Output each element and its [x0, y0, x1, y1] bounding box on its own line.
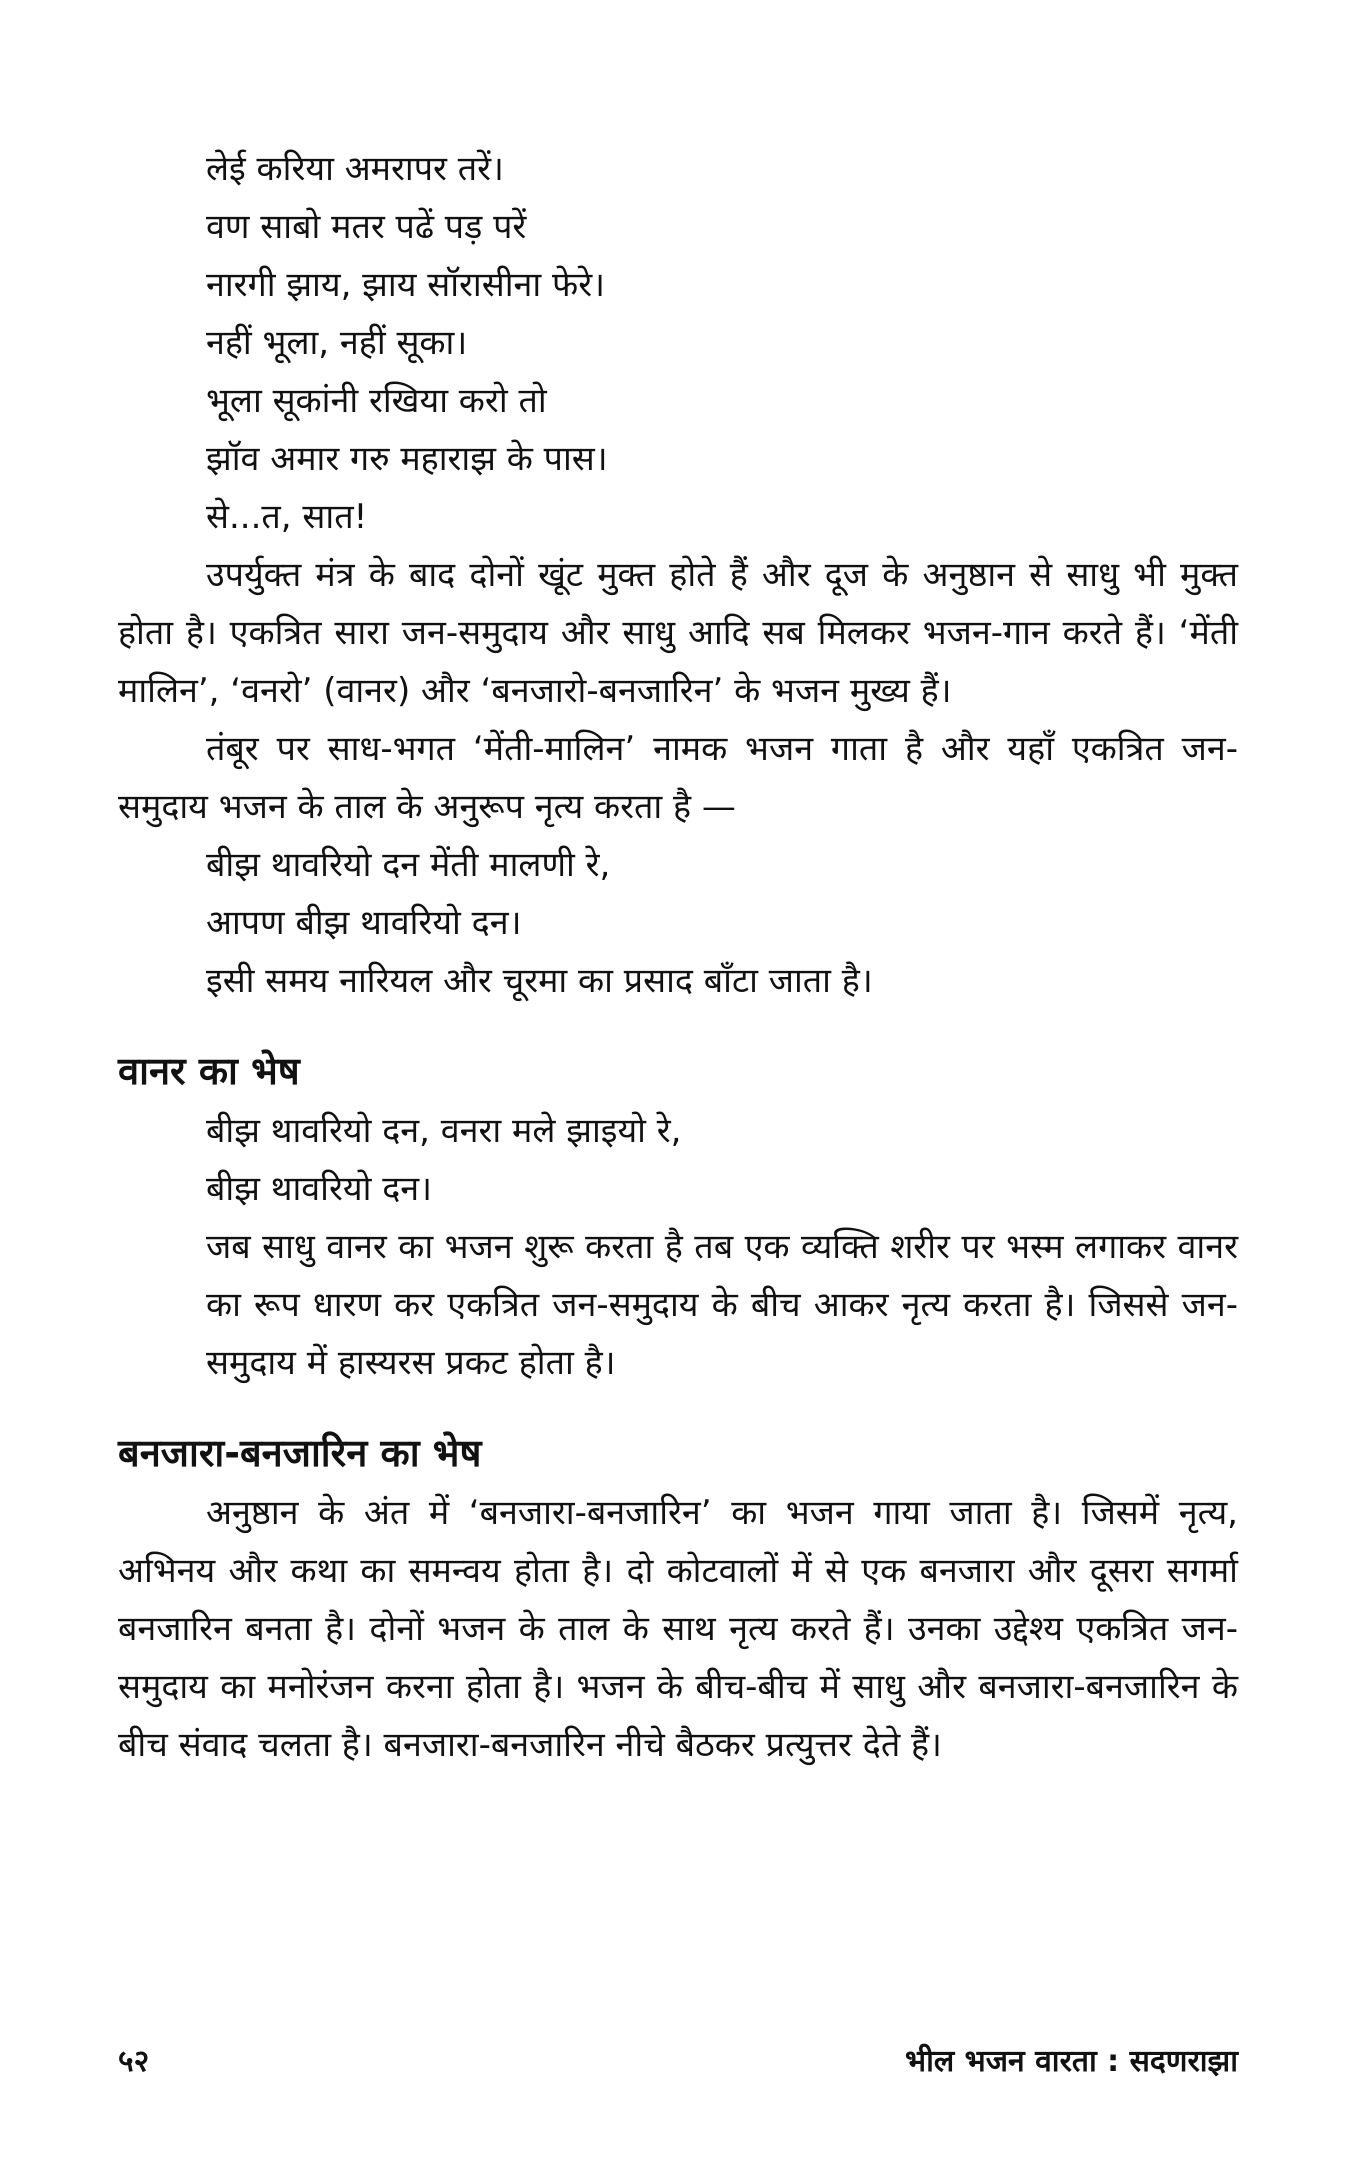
verse-line: भूला सूकांनी रखिया करो तो	[206, 381, 547, 421]
section-banjara	[118, 1484, 1238, 1774]
section-vanar	[118, 1102, 1238, 1392]
verse-line: लेई करिया अमरापर तरें।	[206, 149, 504, 189]
verse-block-top	[118, 140, 1238, 546]
verse-line: बीझ थावरियो दन।	[206, 1169, 433, 1209]
verse-line: झॉव अमार गरु महाराझ के पास।	[206, 439, 608, 479]
section-heading: वानर का भेष	[118, 1049, 300, 1093]
verse-line: से...त, सात!	[206, 497, 368, 537]
verse-line: नहीं भूला, नहीं सूका।	[206, 323, 468, 363]
verse-line: बीझ थावरियो दन, वनरा मले झाइयो रे,	[206, 1111, 682, 1151]
paragraph: तंबूर पर साध-भगत ‘मेंती-मालिन’ नामक भजन गाता है और यहाँ एकत्रित जन-समुदाय भजन के ताल के अनुरूप नृत्य करता है —	[118, 729, 1238, 827]
page-content	[118, 140, 1238, 1774]
paragraph: उपर्युक्त मंत्र के बाद दोनों खूंट मुक्त होते हैं और दूज के अनुष्ठान से साधु भी मुक्त होता है। एकत्रित सारा जन-समुदाय और साधु आदि सब मिलकर भजन-गान करते हैं। ‘मेंती मालिन’, ‘वनरो’ (वानर) और ‘बनजारो-बनजारिन’ के भजन मुख्य हैं।	[118, 555, 1238, 711]
verse-block-mid	[118, 836, 1238, 1010]
verse-line: नारगी झाय, झाय सॉरासीना फेरे।	[206, 265, 606, 305]
verse-line: वण साबो मतर पढें पड़ परें	[206, 207, 527, 247]
paragraph: अनुष्ठान के अंत में ‘बनजारा-बनजारिन’ का भजन गाया जाता है। जिसमें नृत्य, अभिनय और कथा का समन्वय होता है। दो कोटवालों में से एक बनजारा और दूसरा सगर्मा बनजारिन बनता है। दोनों भजन के ताल के साथ नृत्य करते हैं। उनका उद्देश्य एकत्रित जन-समुदाय का मनोरंजन करना होता है। भजन के बीच-बीच में साधु और बनजारा-बनजारिन के बीच संवाद चलता है। बनजारा-बनजारिन नीचे बैठकर प्रत्युत्तर देते हैं।	[118, 1493, 1238, 1765]
paragraph: जब साधु वानर का भजन शुरू करता है तब एक व्यक्ति शरीर पर भस्म लगाकर वानर का रूप धारण कर एकत्रित जन-समुदाय के बीच आकर नृत्य करता है। जिससे जन-समुदाय में हास्यरस प्रकट होता है।	[206, 1227, 1238, 1383]
verse-line: बीझ थावरियो दन मेंती मालणी रे,	[206, 845, 611, 885]
verse-line: इसी समय नारियल और चूरमा का प्रसाद बाँटा जाता है।	[206, 961, 873, 1001]
page-number: ५२	[118, 2044, 150, 2079]
verse-line: आपण बीझ थावरियो दन।	[206, 903, 522, 943]
section-heading: बनजारा-बनजारिन का भेष	[118, 1431, 482, 1475]
running-title: भील भजन वारता : सदणराझा	[905, 2044, 1238, 2079]
